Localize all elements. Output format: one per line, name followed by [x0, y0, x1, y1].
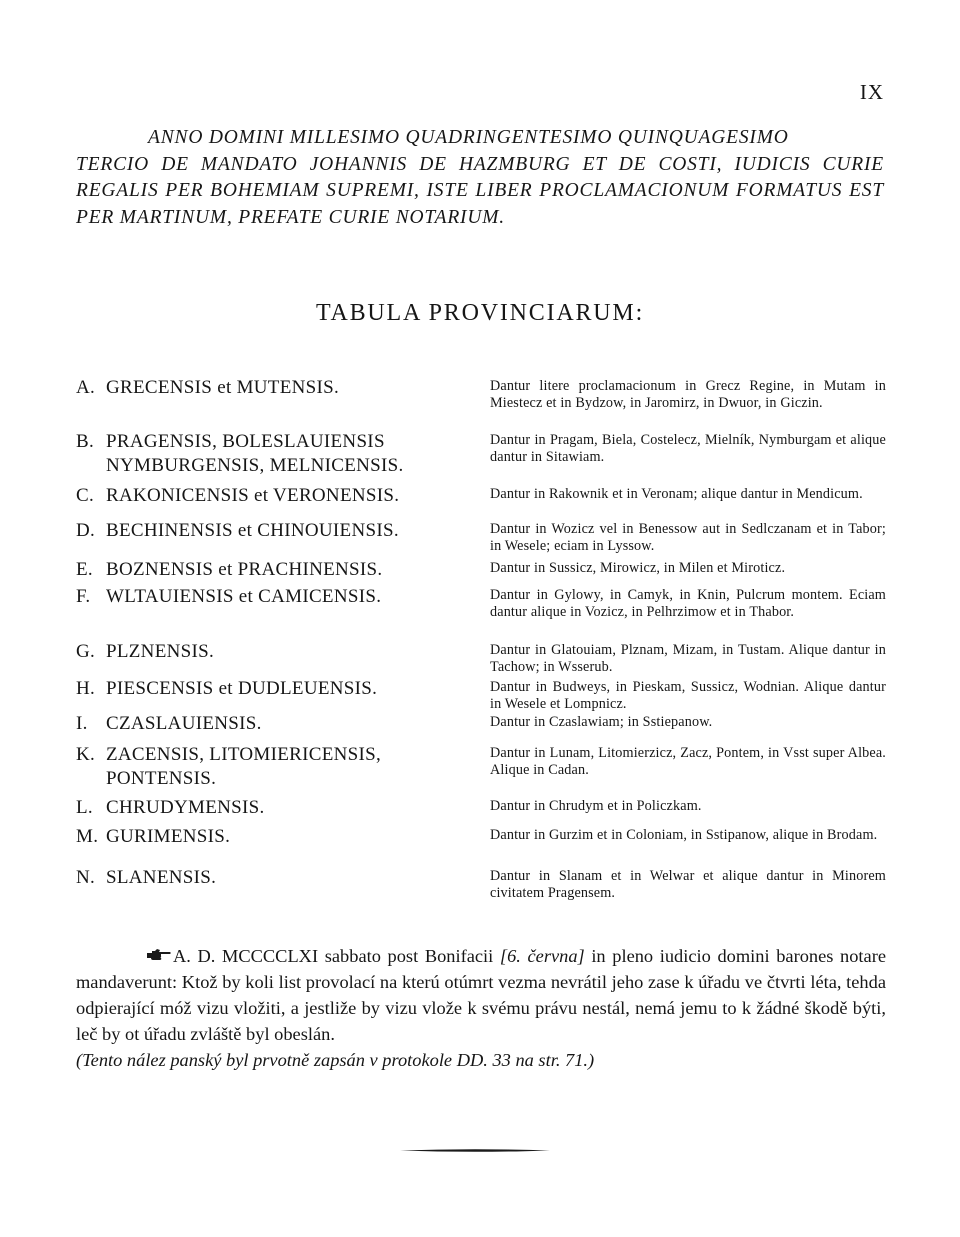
province-letter: K.	[76, 744, 96, 765]
province-names: PLZNENSIS.	[106, 641, 215, 662]
province-locations: Dantur litere proclamacionum in Grecz Regine, in Mutam in Miestecz et in Bydzow, in Jaromirz, in Dwuor, in Giczin.	[490, 378, 886, 412]
province-letter: D.	[76, 520, 96, 541]
note-date-annotation: [6. června]	[499, 946, 585, 966]
province-letter: E.	[76, 559, 93, 580]
page-number: IX	[859, 80, 884, 104]
province-names: GURIMENSIS.	[106, 826, 231, 847]
province-locations: Dantur in Rakownik et in Veronam; alique dantur in Mendicum.	[490, 486, 863, 502]
province-locations: Dantur in Budweys, in Pieskam, Sussicz, Wodnian. Alique dantur in Wesele et Lompnicz.	[490, 679, 886, 713]
province-names: PIESCENSIS et DUDLEUENSIS.	[106, 678, 378, 699]
province-names: PRAGENSIS, BOLESLAUIENSIS NYMBURGENSIS, MELNICENSIS.	[106, 431, 404, 476]
province-names: ZACENSIS, LITOMIERICENSIS, PONTENSIS.	[106, 744, 382, 789]
province-locations: Dantur in Czaslawiam; in Sstiepanow.	[490, 714, 713, 730]
province-letter: C.	[76, 485, 95, 506]
intro-paragraph	[76, 125, 884, 231]
province-names: RAKONICENSIS et VERONENSIS.	[106, 485, 400, 506]
province-names-cell	[76, 484, 476, 508]
end-rule	[400, 1148, 550, 1153]
pointing-hand-icon	[146, 948, 172, 962]
note-italic-remark: (Tento nález panský byl prvotně zapsán v protokole DD. 33 na str. 71.)	[76, 1050, 595, 1070]
province-names: BOZNENSIS et PRACHINENSIS.	[106, 559, 383, 580]
province-names-cell	[76, 677, 476, 701]
province-locations: Dantur in Pragam, Biela, Costelecz, Mielník, Nymburgam et alique dantur in Sitawiam.	[490, 432, 886, 466]
province-locations: Dantur in Slanam et in Welwar et alique dantur in Minorem civitatem Pragensem.	[490, 868, 886, 902]
province-letter: A.	[76, 377, 96, 398]
province-locations: Dantur in Wozicz vel in Benessow aut in Sedlczanam et in Tabor; in Wesele; eciam in Lyssow.	[490, 521, 886, 555]
province-names-cell	[76, 585, 476, 609]
province-names: BECHINENSIS et CHINOUIENSIS.	[106, 520, 399, 541]
province-locations: Dantur in Lunam, Litomierzicz, Zacz, Pontem, in Vsst super Albea. Alique in Cadan.	[490, 745, 886, 779]
note-date: A. D. MCCCCLXI	[173, 946, 319, 966]
province-letter: L.	[76, 797, 93, 818]
province-locations: Dantur in Sussicz, Mirowicz, in Milen et Miroticz.	[490, 560, 786, 576]
province-names-cell	[76, 376, 476, 400]
province-names: SLANENSIS.	[106, 867, 217, 888]
province-names-cell	[76, 866, 476, 890]
province-names-cell	[76, 640, 476, 664]
province-names-cell	[76, 430, 476, 478]
province-locations: Dantur in Gurzim et in Coloniam, in Sstipanow, alique in Brodam.	[490, 827, 878, 843]
note-text-b: in pleno iudicio domini barones notare mandaverunt: Ktož by koli list provolací na kterú otúmrt vezma nevrátil jeho zase k úřadu ve čtvrti léta, tehda odpierající móž vizu vložiti, a jestliže by vizu vlože k svému právu nestál, nemá jemu to k žádné škodě býti, leč by ot úřadu zvláště byl obeslán.	[76, 946, 886, 1044]
province-names-cell	[76, 796, 476, 820]
province-names: WLTAUIENSIS et CAMICENSIS.	[106, 586, 382, 607]
province-names-cell	[76, 519, 476, 543]
province-names-cell	[76, 743, 476, 791]
intro-first-line: ANNO DOMINI MILLESIMO QUADRINGENTESIMO QUINQUAGESIMO	[148, 127, 789, 148]
province-names-cell	[76, 712, 476, 736]
province-locations: Dantur in Glatouiam, Plznam, Mizam, in Tustam. Alique dantur in Tachow; in Wsserub.	[490, 642, 886, 676]
intro-rest: TERCIO DE MANDATO JOHANNIS DE HAZMBURG ET DE COSTI, IUDICIS CURIE REGALIS PER BOHEMIAM SUPREMI, ISTE LIBER PROCLAMACIONUM FORMATUS EST PER MARTINUM, PREFATE CURIE NOTARIUM.	[76, 153, 884, 228]
decision-note	[76, 943, 886, 1073]
province-letter: M.	[76, 826, 99, 847]
province-names-cell	[76, 825, 476, 849]
note-text-a: sabbato post Bonifacii	[318, 946, 500, 966]
province-names-cell	[76, 558, 476, 582]
province-letter: B.	[76, 431, 95, 452]
province-letter: I.	[76, 713, 88, 734]
province-locations: Dantur in Gylowy, in Camyk, in Knin, Pulcrum montem. Eciam dantur alique in Vozicz, in Pelhrzimow et in Thabor.	[490, 587, 886, 621]
table-title: TABULA PROVINCIARUM:	[315, 300, 645, 326]
province-letter: N.	[76, 867, 96, 888]
province-locations: Dantur in Chrudym et in Policzkam.	[490, 798, 702, 814]
province-names: GRECENSIS et MUTENSIS.	[106, 377, 340, 398]
province-letter: H.	[76, 678, 96, 699]
province-names: CZASLAUIENSIS.	[106, 713, 262, 734]
province-letter: F.	[76, 586, 91, 607]
province-names: CHRUDYMENSIS.	[106, 797, 265, 818]
province-letter: G.	[76, 641, 96, 662]
